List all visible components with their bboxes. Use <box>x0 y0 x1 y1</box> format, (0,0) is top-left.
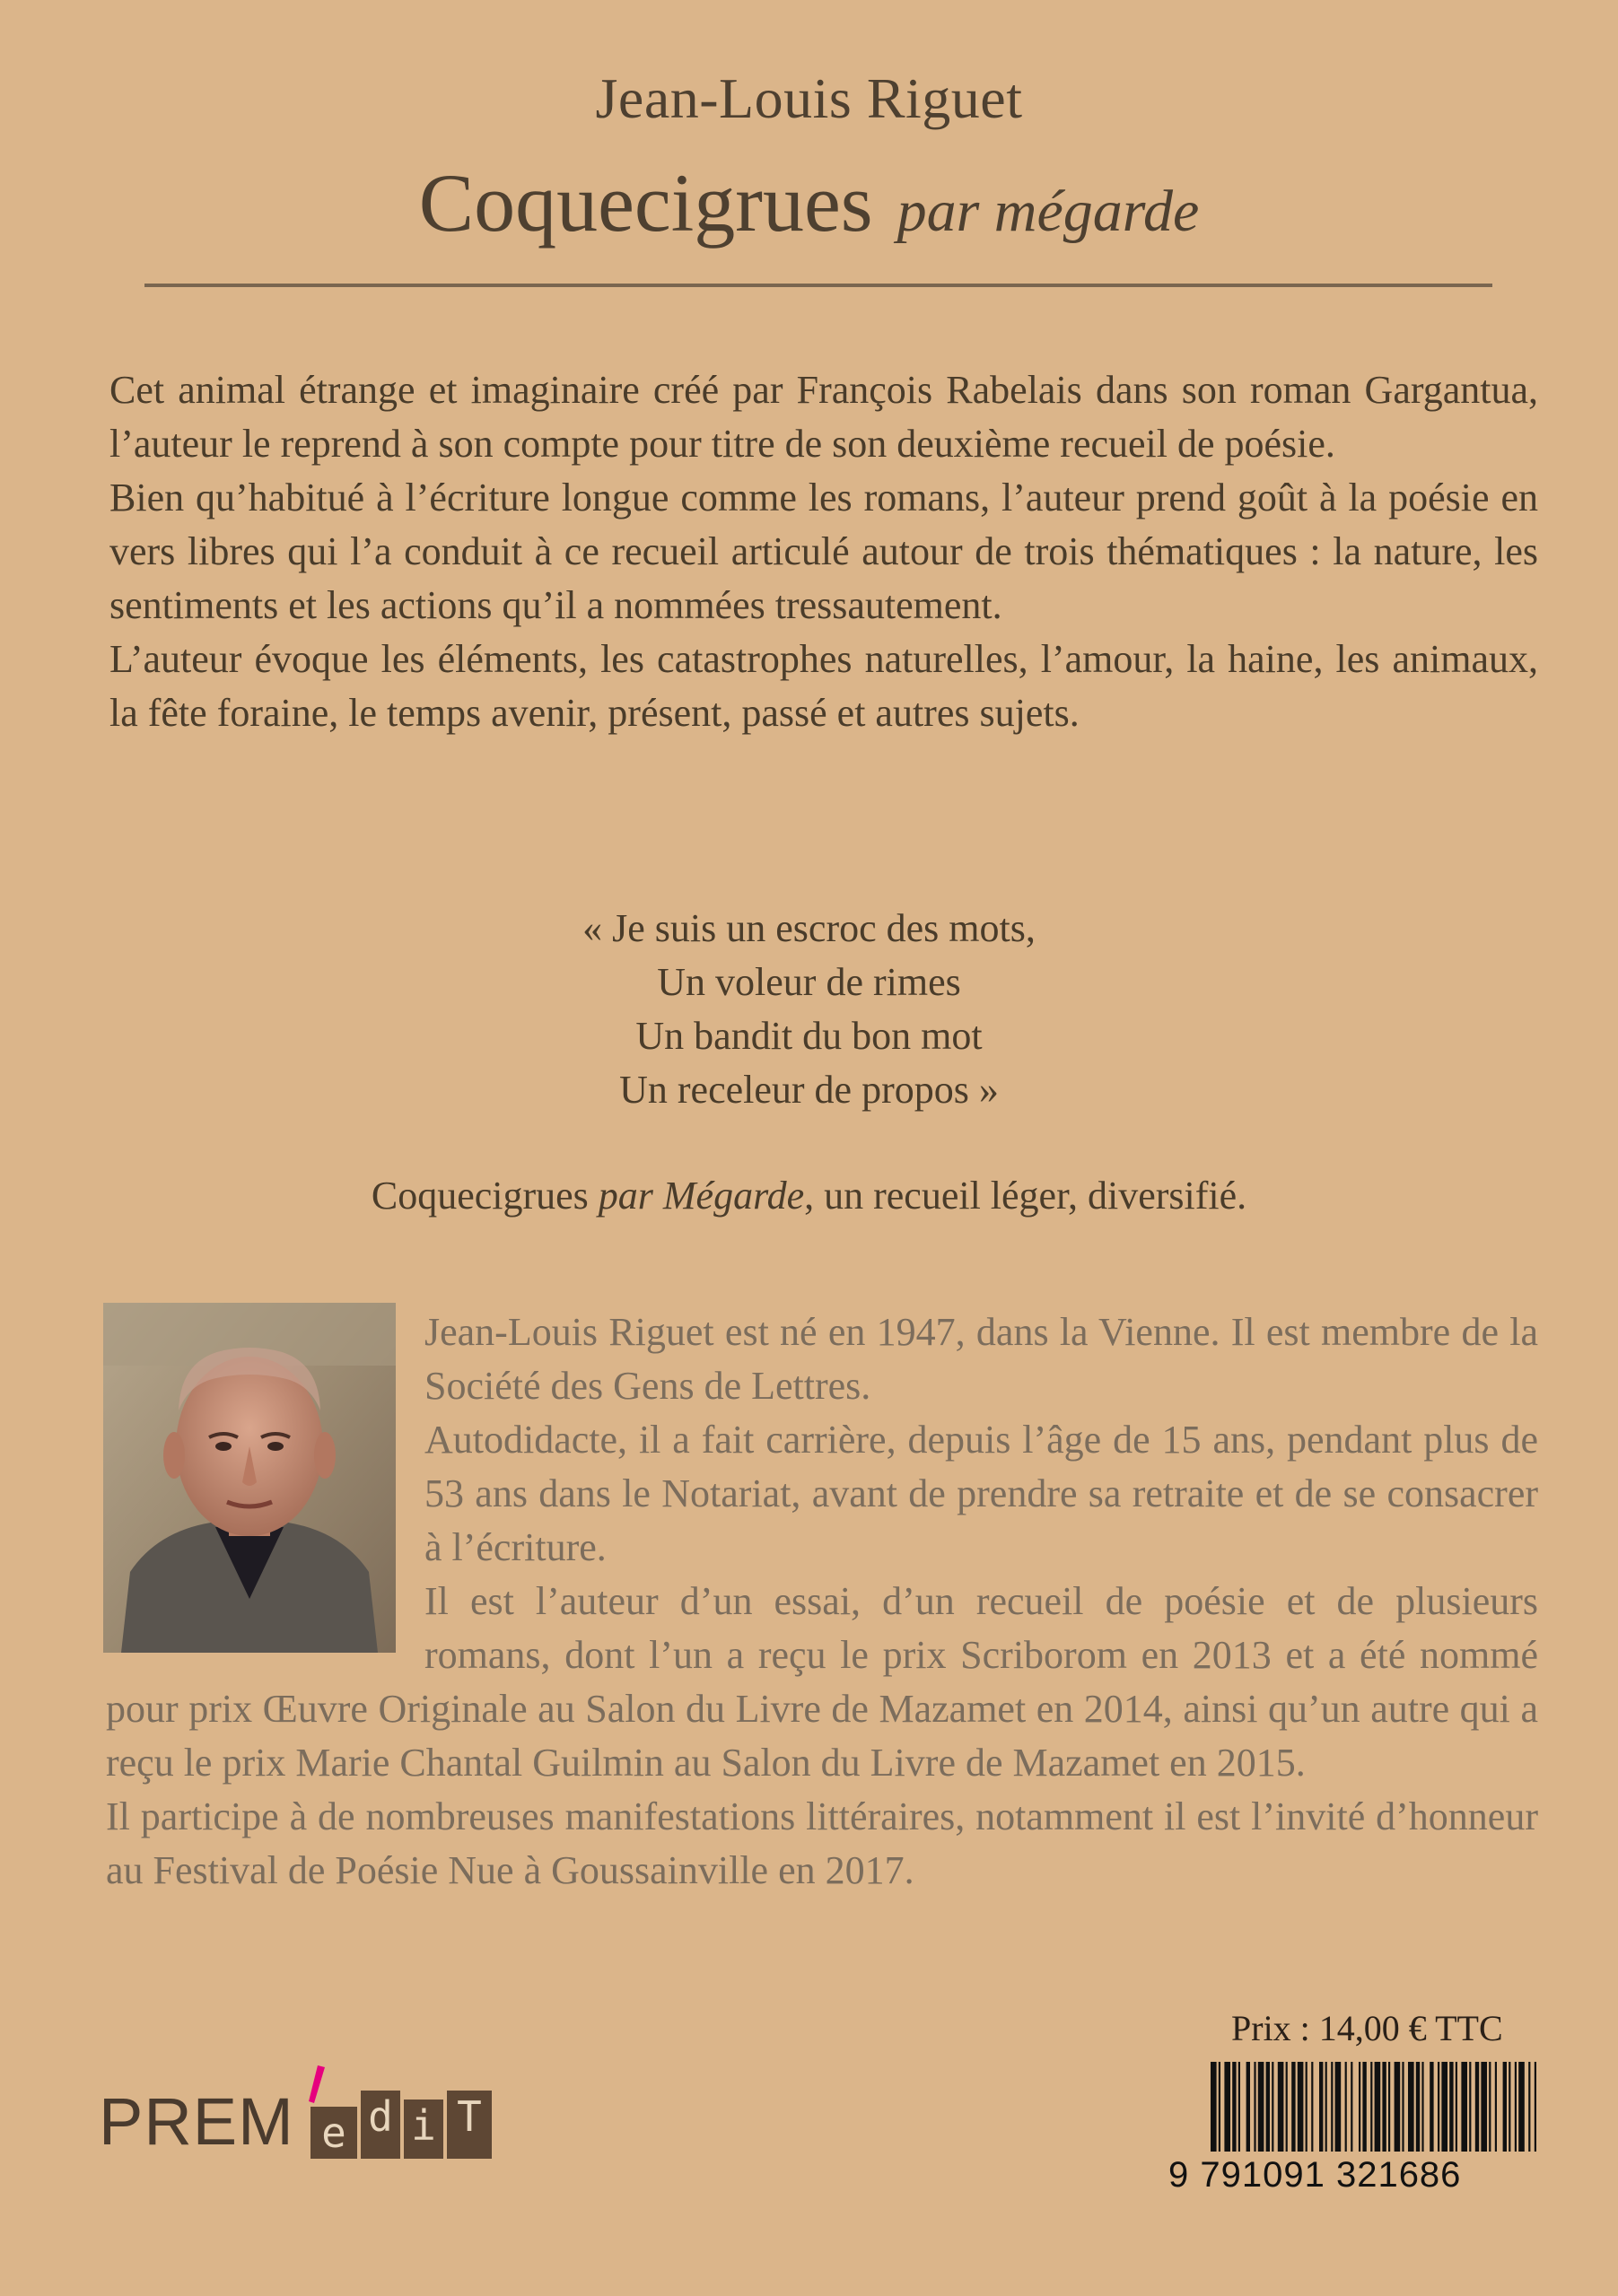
bio-paragraph: Il est l’auteur d’un essai, d’un recueil de poésie et de plusieurs romans, dont l’un a reçu le prix Scriborom en 2013 et a été nommé pour prix Œuvre Originale au Salon du Livre de Mazamet en 2014, ainsi qu’un autre qui a reçu le prix Marie Chantal Guilmin au Salon du Livre de Mazamet en 2015. <box>106 1579 1538 1785</box>
logo-tile: T <box>447 2091 492 2159</box>
author-name: Jean-Louis Riguet <box>595 66 1023 130</box>
poem-line: Un bandit du bon mot <box>635 1014 983 1058</box>
description-paragraph: Bien qu’habitué à l’écriture longue comme les romans, l’auteur prend goût à la poésie en vers libres qui l’a conduit à ce recueil articulé autour de trois thématiques : la nature, les sentiments et les actions qu’il a nommées tressautement. <box>109 476 1538 627</box>
description-paragraph: L’auteur évoque les éléments, les catastrophes naturelles, l’amour, la haine, les animaux, la fête foraine, le temps avenir, présent, passé et autres sujets. <box>109 637 1538 735</box>
bio-paragraph: Il participe à de nombreuses manifestations littéraires, notamment il est l’invité d’honneur au Festival de Poésie Nue à Goussainville en 2017. <box>106 1794 1538 1892</box>
logo-tile: e <box>310 2107 357 2159</box>
book-title <box>0 157 1618 249</box>
book-description <box>109 363 1538 740</box>
author-photo <box>103 1303 396 1653</box>
bio-paragraph: Jean-Louis Riguet est né en 1947, dans la Vienne. Il est membre de la Société des Gens de Lettres. <box>424 1310 1538 1408</box>
tagline-italic: par Mégarde <box>598 1174 805 1218</box>
poem-excerpt <box>0 902 1618 1117</box>
logo-tile: i <box>404 2100 443 2159</box>
tagline-text: Coquecigrues <box>371 1174 599 1218</box>
book-tagline <box>0 1169 1618 1223</box>
logo-tile: d <box>361 2091 400 2159</box>
barcode-digits: 9 791091 321686 <box>1168 2155 1462 2195</box>
book-title-main: Coquecigrues <box>418 157 873 249</box>
poem-line: Un voleur de rimes <box>657 960 961 1004</box>
tagline-text-end: , un recueil léger, diversifié. <box>804 1174 1247 1218</box>
publisher-name-prefix: PREM <box>99 2084 294 2159</box>
book-title-subtitle: par mégarde <box>896 179 1200 244</box>
poem-line: « Je suis un escroc des mots, <box>582 906 1036 950</box>
price-label: Prix : 14,00 € TTC <box>1231 2008 1503 2048</box>
poem-line: Un receleur de propos » <box>619 1068 999 1112</box>
bio-paragraph: Autodidacte, il a fait carrière, depuis l’âge de 15 ans, pendant plus de 53 ans dans le Notariat, avant de prendre sa retraite et de se consacrer à l’écriture. <box>424 1418 1538 1569</box>
publisher-logo <box>99 2064 565 2162</box>
cover-header <box>0 66 1618 249</box>
description-paragraph: Cet animal étrange et imaginaire créé par François Rabelais dans son roman Gargantua, l’auteur le reprend à son compte pour titre de son deuxième recueil de poésie. <box>109 368 1538 466</box>
title-divider <box>144 284 1492 287</box>
publisher-name-tiles <box>310 2091 495 2159</box>
